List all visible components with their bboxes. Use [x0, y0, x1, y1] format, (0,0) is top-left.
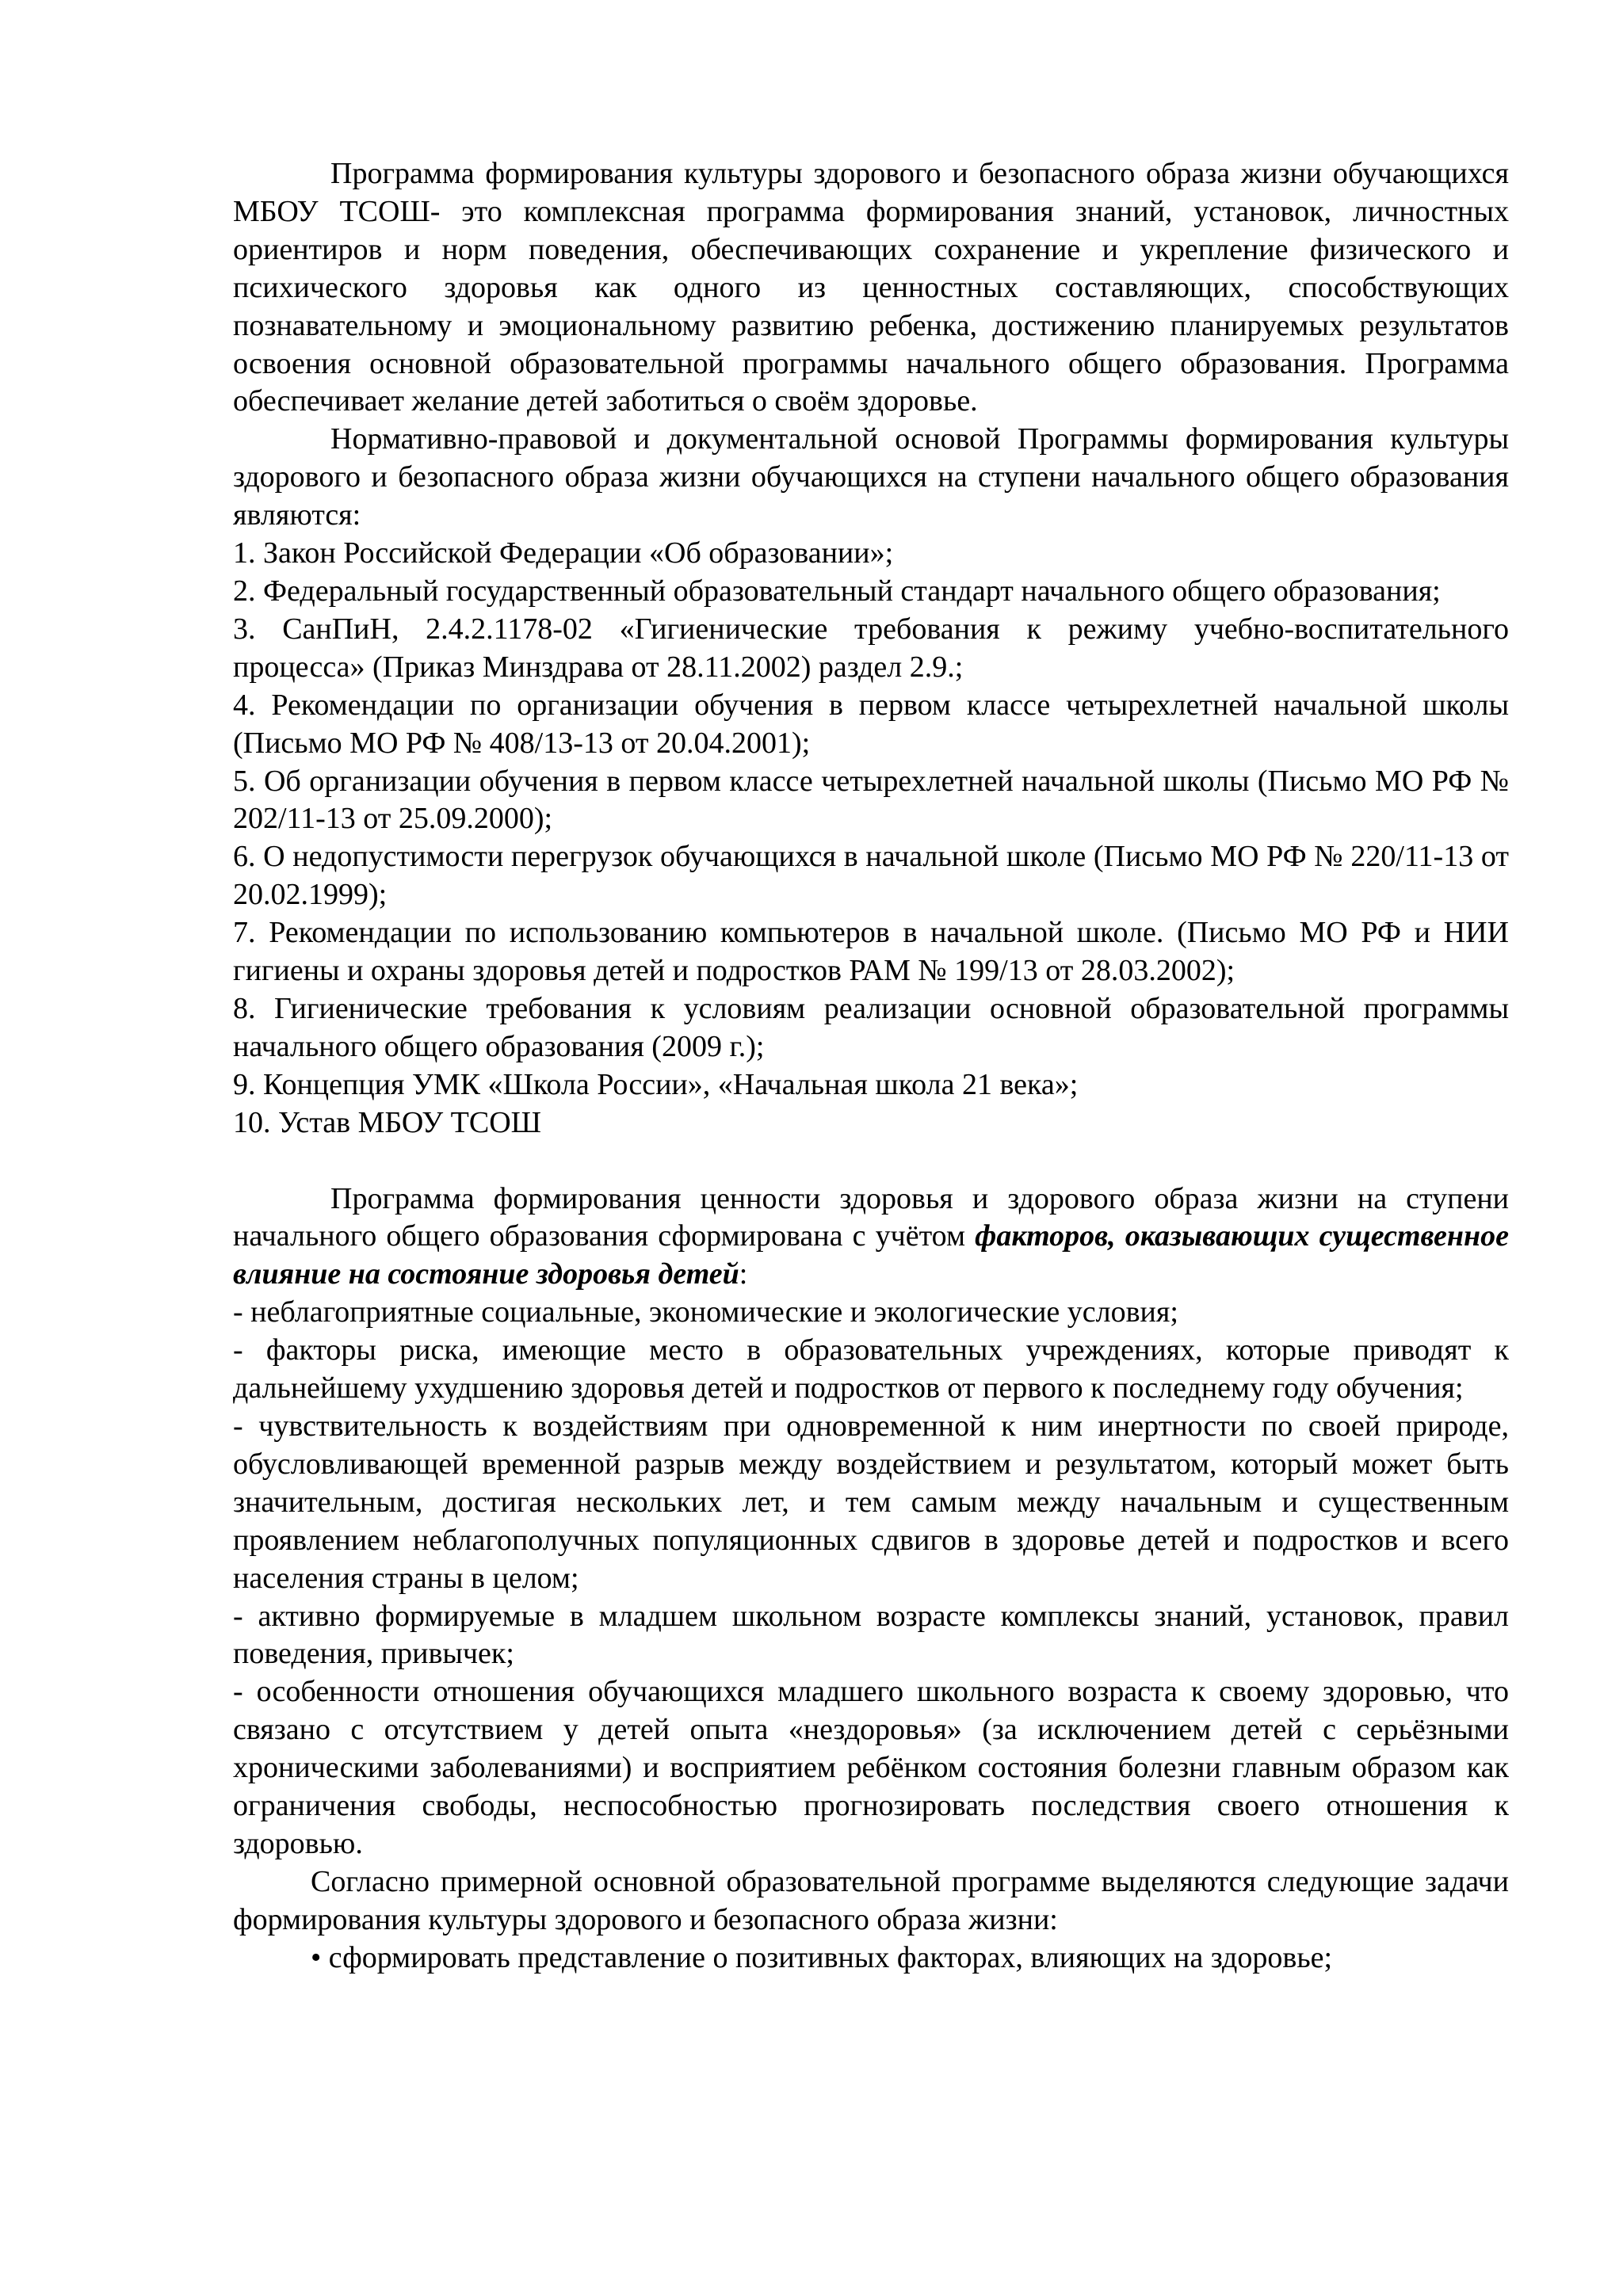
document-item: 9. Концепция УМК «Школа России», «Начальная школа 21 века»;	[233, 1067, 1079, 1101]
document-page	[233, 155, 1509, 1978]
task-item: • сформировать представление о позитивных факторах, влияющих на здоровье;	[311, 1940, 1333, 1974]
document-item: 2. Федеральный государственный образовательный стандарт начального общего образования;	[233, 574, 1441, 608]
factor-item: - активно формируемые в младшем школьном возрасте комплексы знаний, установок, правил поведения, привычек;	[233, 1599, 1509, 1671]
factors-list	[233, 1294, 1509, 1863]
intro-paragraph: Программа формирования культуры здорового и безопасного образа жизни обучающихся МБОУ ТСОШ- это комплексная программа формирования знаний, установок, личностных ориентиров и норм поведения, обеспечивающих сохранение и укрепление физического и психического здоровья как одного из ценностных составляющих, способствующих познавательному и эмоциональному развитию ребенка, достижению планируемых результатов освоения основной образовательной программы начального общего образования. Программа обеспечивает желание детей заботиться о своём здоровье.	[233, 157, 1509, 418]
tasks-intro-paragraph: Согласно примерной основной образовательной программе выделяются следующие задачи формирования культуры здорового и безопасного образа жизни:	[233, 1864, 1509, 1936]
document-item: 3. СанПиН, 2.4.2.1178-02 «Гигиенические требования к режиму учебно-воспитательного процесса» (Приказ Минздрава от 28.11.2002) раздел 2.9.;	[233, 612, 1509, 684]
factor-item: - особенности отношения обучающихся младшего школьного возраста к своему здоровью, что связано с отсутствием у детей опыта «нездоровья» (за исключением детей с серьёзными хроническими заболеваниями) и восприятием ребёнком состояния болезни главным образом как ограничения свободы, неспособностью прогнозировать последствия своего отношения к здоровью.	[233, 1675, 1509, 1860]
document-item: 7. Рекомендации по использованию компьютеров в начальной школе. (Письмо МО РФ и НИИ гигиены и охраны здоровья детей и подростков РАМ № 199/13 от 28.03.2002);	[233, 916, 1509, 988]
factors-intro-lead: Программа формирования ценности здоровья и здорового образа жизни на ступени начального общего образования сформирована с учётом	[233, 1181, 1509, 1253]
document-item: 10. Устав МБОУ ТСОШ	[233, 1105, 541, 1139]
factors-intro-paragraph	[233, 1180, 1509, 1295]
document-item: 4. Рекомендации по организации обучения в первом классе четырехлетней начальной школы (Письмо МО РФ № 408/13-13 от 20.04.2001);	[233, 688, 1509, 760]
document-item: 5. Об организации обучения в первом классе четырехлетней начальной школы (Письмо МО РФ № 202/11-13 от 25.09.2000);	[233, 764, 1509, 836]
tasks-list	[233, 1939, 1509, 1978]
document-item: 8. Гигиенические требования к условиям реализации основной образовательной программы начального общего образования (2009 г.);	[233, 991, 1509, 1063]
documents-list	[233, 535, 1509, 1142]
factor-item: - факторы риска, имеющие место в образовательных учреждениях, которые приводят к дальнейшему ухудшению здоровья детей и подростков от первого к последнему году обучения;	[233, 1333, 1509, 1405]
factor-item: - неблагоприятные социальные, экономические и экологические условия;	[233, 1295, 1178, 1329]
basis-intro-paragraph: Нормативно-правовой и документальной основой Программы формирования культуры здорового и безопасного образа жизни обучающихся на ступени начального общего образования являются:	[233, 422, 1509, 532]
blank-line	[233, 1142, 1509, 1180]
document-item: 1. Закон Российской Федерации «Об образовании»;	[233, 536, 894, 570]
factors-intro-emphasis: факторов, оказывающих существенное влияние на состояние здоровья детей	[233, 1219, 1509, 1291]
factor-item: - чувствительность к воздействиям при одновременной к ним инертности по своей природе, обусловливающей временной разрыв между воздействием и результатом, который может быть значительным, достигая нескольких лет, и тем самым между начальным и существенным проявлением неблагополучных популяционных сдвигов в здоровье детей и подростков и всего населения страны в целом;	[233, 1409, 1509, 1595]
document-item: 6. О недопустимости перегрузок обучающихся в начальной школе (Письмо МО РФ № 220/11-13 от 20.02.1999);	[233, 840, 1509, 912]
factors-intro-tail: :	[739, 1257, 748, 1291]
